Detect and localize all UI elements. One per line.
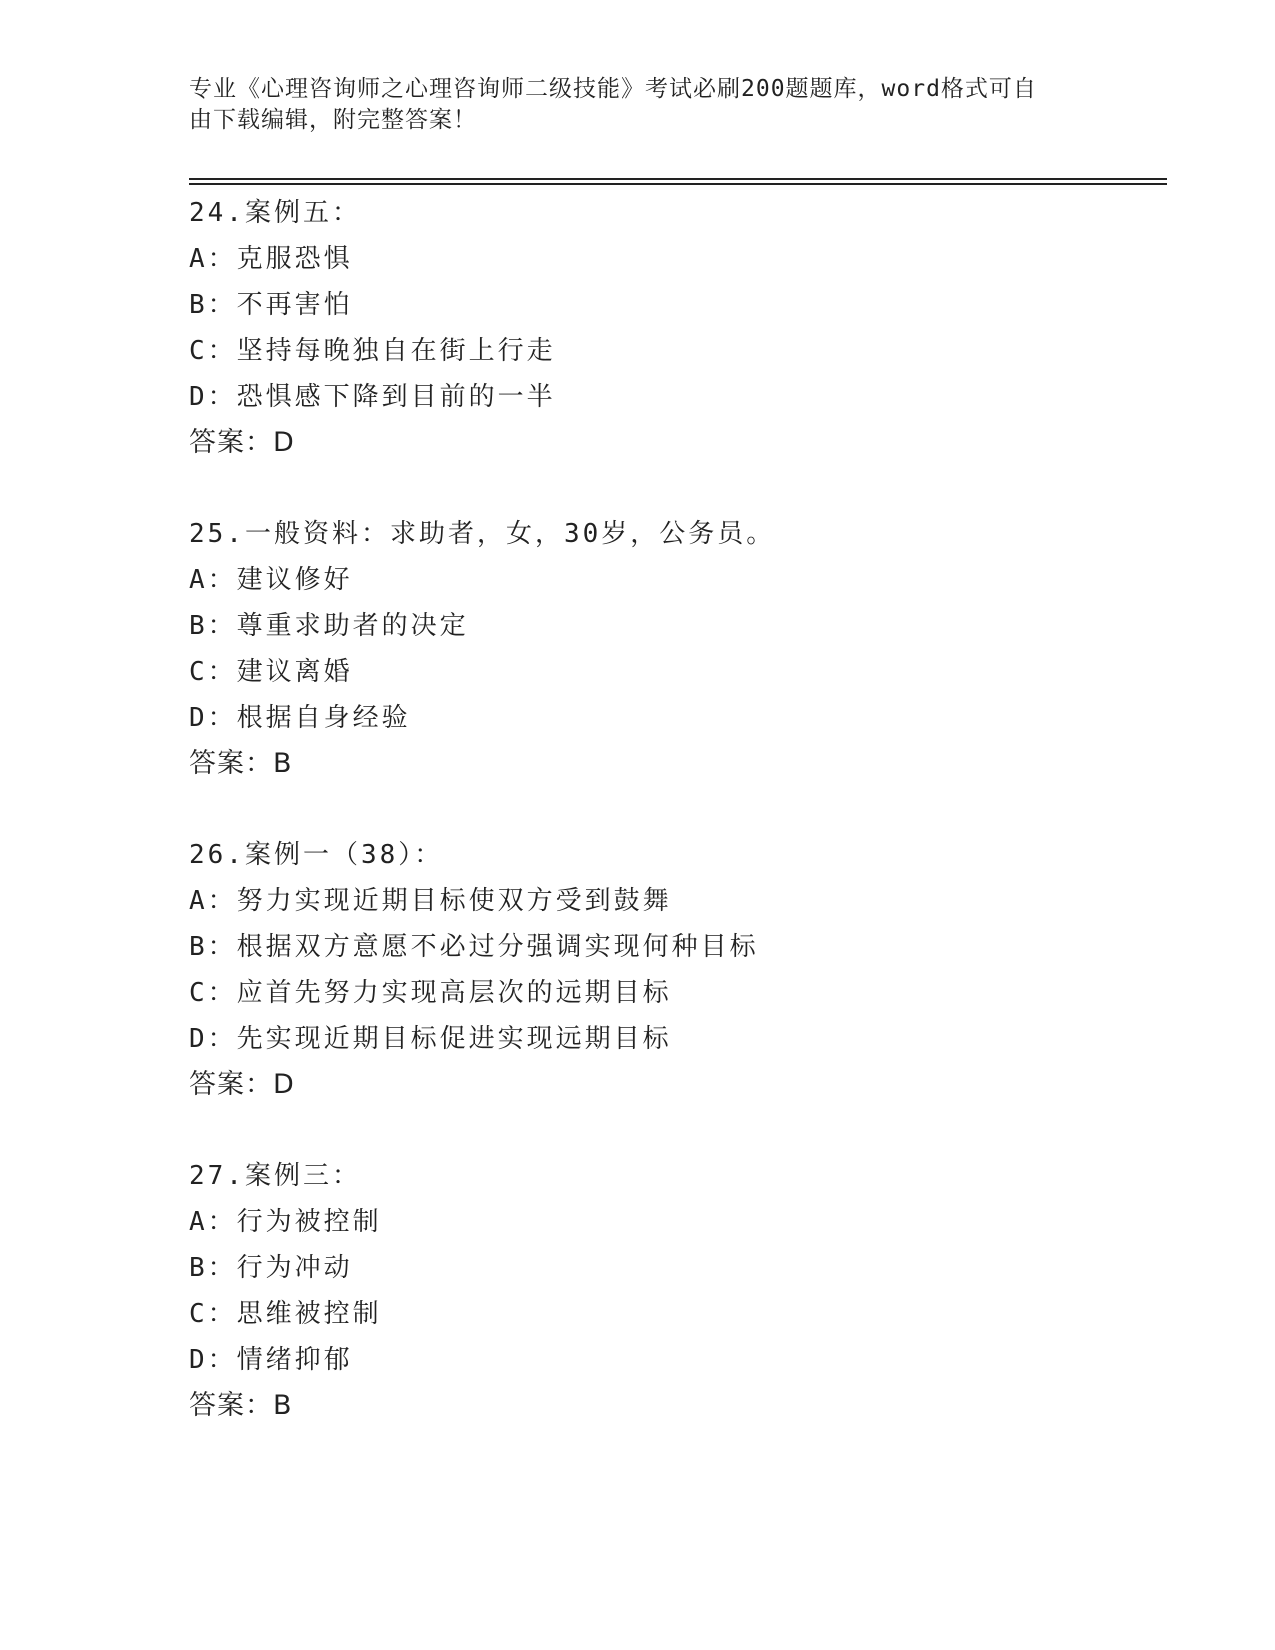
header-divider-top	[189, 178, 1167, 180]
answer-line: 答案：B	[189, 748, 293, 779]
answer-line: 答案：D	[189, 427, 295, 458]
question-24	[189, 190, 1169, 466]
question-stem: 25.一般资料：求助者，女，30岁，公务员。	[189, 519, 776, 549]
question-25	[189, 511, 1169, 787]
document-header	[189, 74, 1089, 136]
question-26	[189, 832, 1169, 1108]
answer-line: 答案：D	[189, 1069, 295, 1100]
option-d: D：情绪抑郁	[189, 1345, 353, 1375]
option-a: A：行为被控制	[189, 1207, 382, 1237]
header-line-1: 专业《心理咨询师之心理咨询师二级技能》考试必刷200题题库，word格式可自	[189, 76, 1037, 102]
question-stem: 26.案例一（38）：	[189, 840, 444, 870]
header-line-2: 由下载编辑，附完整答案！	[189, 107, 477, 133]
header-divider-bottom	[189, 183, 1167, 185]
option-d: D：先实现近期目标促进实现远期目标	[189, 1024, 672, 1054]
option-b: B：根据双方意愿不必过分强调实现何种目标	[189, 932, 759, 962]
option-a: A：努力实现近期目标使双方受到鼓舞	[189, 886, 672, 916]
option-c: C：思维被控制	[189, 1299, 382, 1329]
question-stem: 24.案例五：	[189, 198, 361, 228]
question-27	[189, 1153, 1169, 1429]
option-c: C：建议离婚	[189, 657, 353, 687]
option-b: B：尊重求助者的决定	[189, 611, 469, 641]
option-a: A：克服恐惧	[189, 244, 353, 274]
option-d: D：根据自身经验	[189, 703, 411, 733]
option-c: C：坚持每晚独自在街上行走	[189, 336, 556, 366]
option-a: A：建议修好	[189, 565, 353, 595]
option-c: C：应首先努力实现高层次的远期目标	[189, 978, 672, 1008]
question-stem: 27.案例三：	[189, 1161, 361, 1191]
option-d: D：恐惧感下降到目前的一半	[189, 382, 556, 412]
answer-line: 答案：B	[189, 1390, 293, 1421]
option-b: B：不再害怕	[189, 290, 353, 320]
option-b: B：行为冲动	[189, 1253, 353, 1283]
